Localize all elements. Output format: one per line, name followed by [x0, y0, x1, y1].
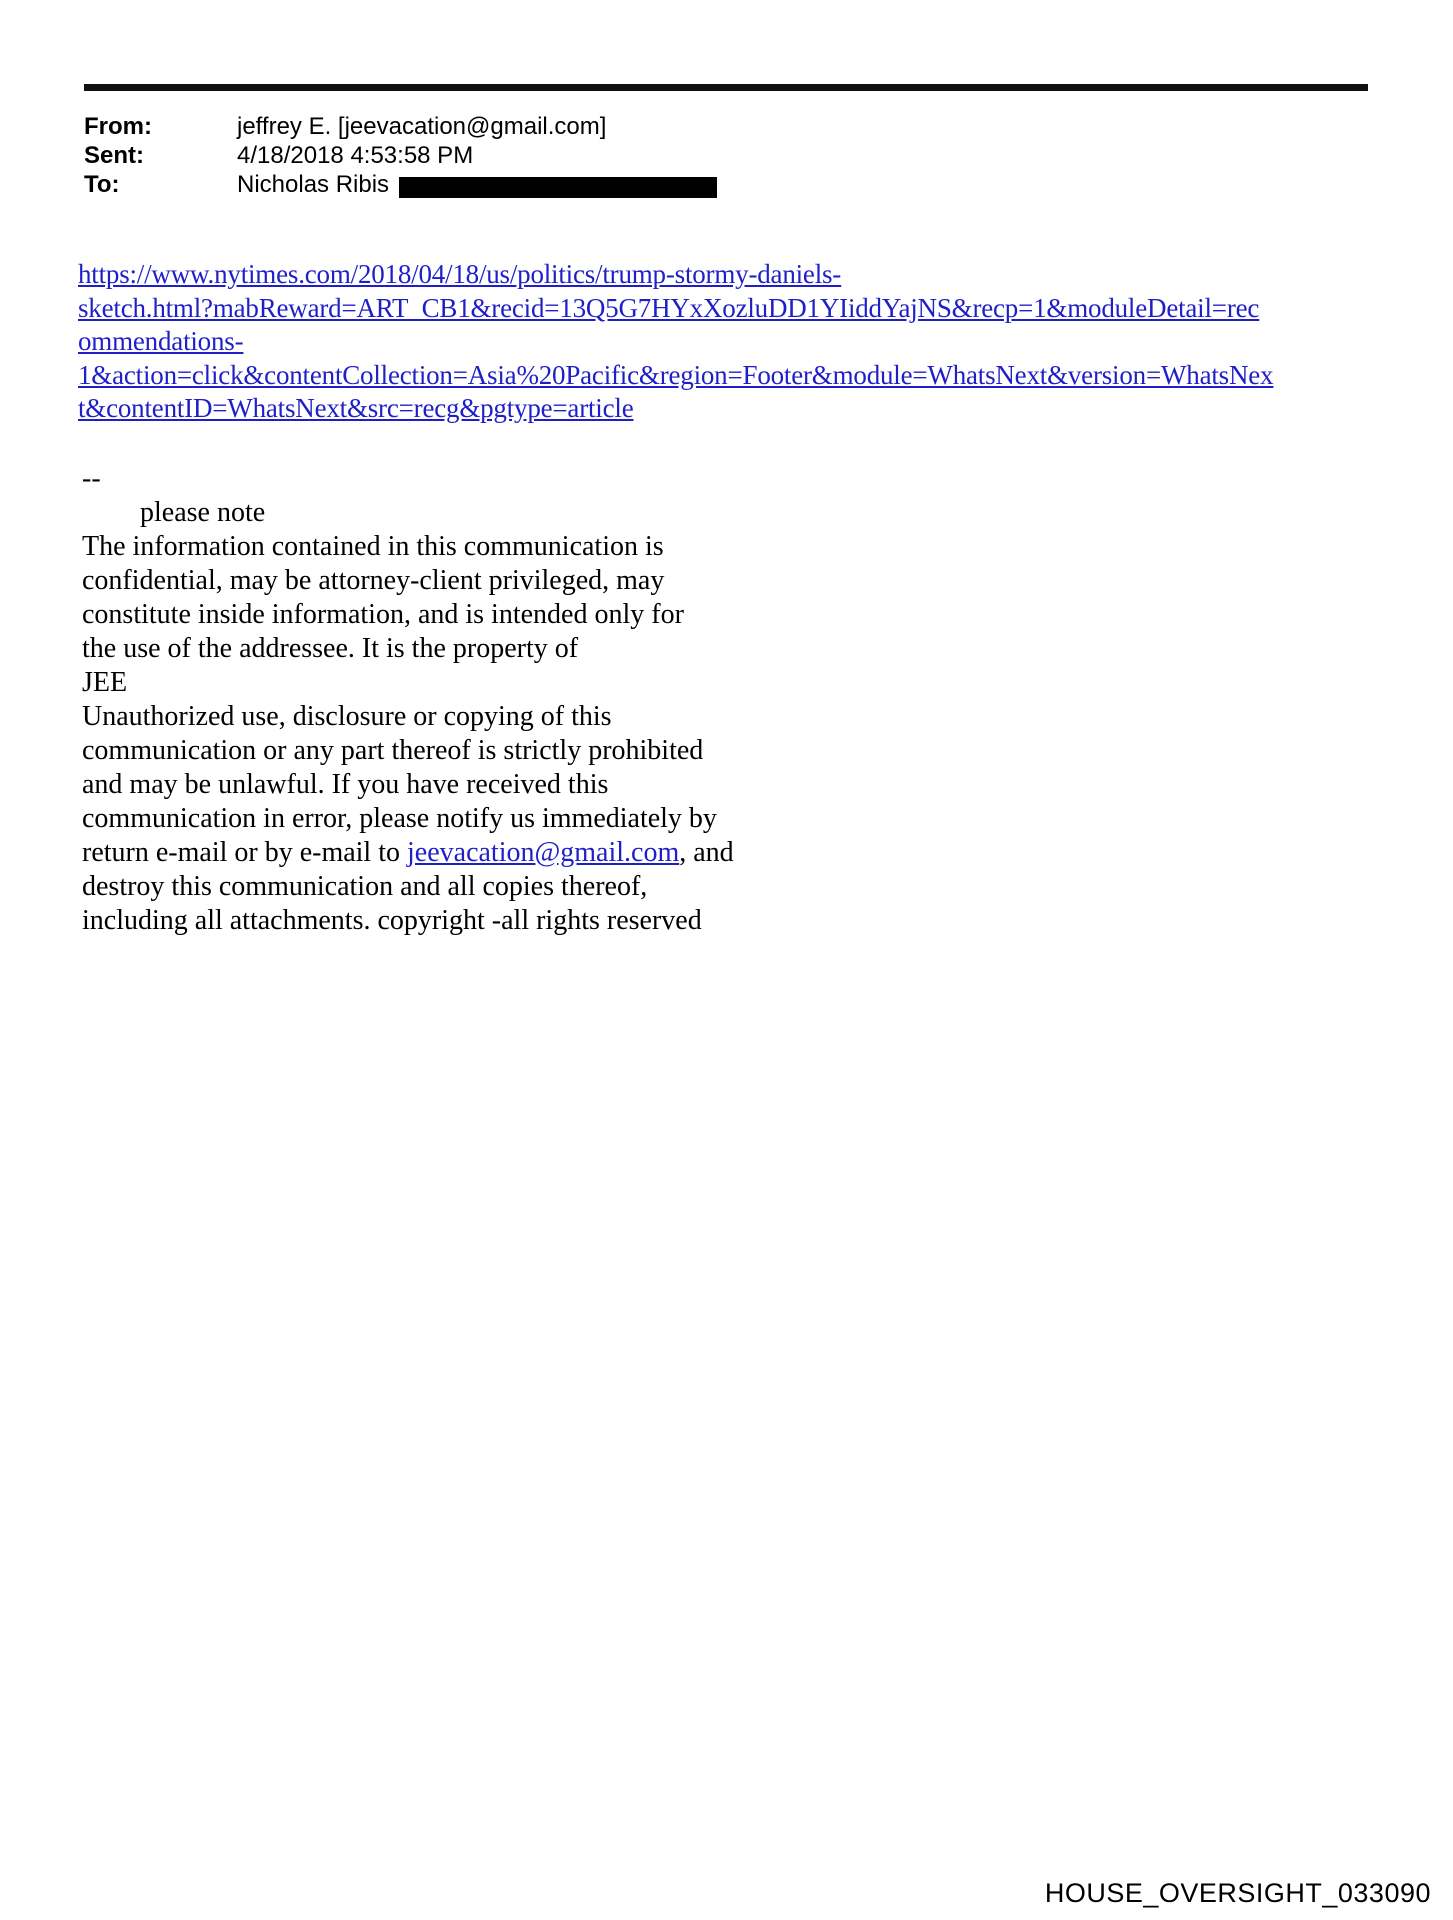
from-value: jeffrey E. [jeevacation@gmail.com] — [237, 113, 607, 140]
sent-value: 4/18/2018 4:53:58 PM — [237, 142, 474, 169]
article-link-line[interactable]: t&contentID=WhatsNext&src=recg&pgtype=article — [78, 393, 634, 423]
disclaimer-line: including all attachments. copyright -all rights reserved — [82, 905, 702, 936]
disclaimer-email-line — [82, 836, 734, 870]
disclaimer-line: confidential, may be attorney-client privileged, may — [82, 565, 665, 596]
disclaimer-line: communication or any part thereof is strictly prohibited — [82, 735, 704, 766]
disclaimer-line: Unauthorized use, disclosure or copying of this — [82, 701, 612, 732]
header-row-from — [84, 112, 717, 141]
article-link-line[interactable]: 1&action=click&contentCollection=Asia%20Pacific&region=Footer&module=WhatsNext&version=WhatsNex — [78, 359, 1274, 390]
signature-email-link[interactable]: jeevacation@gmail.com — [407, 837, 680, 868]
email-line-prefix: return e-mail or by e-mail to — [82, 837, 407, 868]
from-label: From: — [84, 113, 152, 140]
to-value — [237, 170, 717, 199]
article-link-line[interactable]: sketch.html?mabReward=ART_CB1&recid=13Q5G7HYxXozluDD1YIiddYajNS&recp=1&moduleDetail=rec — [78, 292, 1260, 323]
to-label: To: — [84, 171, 120, 198]
disclaimer-line: The information contained in this communication is — [82, 531, 664, 562]
bates-number: HOUSE_OVERSIGHT_033090 — [1044, 1878, 1431, 1908]
email-headers — [84, 112, 717, 199]
email-line-suffix: , and — [679, 837, 734, 868]
signature-block — [82, 462, 734, 938]
nytimes-article-link[interactable] — [78, 258, 1273, 426]
disclaimer-line: destroy this communication and all copies thereof, — [82, 871, 648, 902]
disclaimer-line: the use of the addressee. It is the property of — [82, 633, 579, 664]
disclaimer-line: constitute inside information, and is intended only for — [82, 599, 684, 630]
disclaimer-line: communication in error, please notify us immediately by — [82, 803, 717, 834]
article-link-line[interactable]: https://www.nytimes.com/2018/04/18/us/politics/trump-stormy-daniels- — [78, 259, 842, 289]
article-link-block — [78, 258, 1273, 426]
signature-note: please note — [140, 497, 266, 528]
header-row-to — [84, 170, 717, 199]
article-link-line[interactable]: ommendations- — [78, 326, 244, 356]
header-row-sent — [84, 141, 717, 170]
disclaimer-line: JEE — [82, 667, 128, 698]
header-divider — [84, 84, 1368, 91]
sent-label: Sent: — [84, 142, 144, 169]
redaction-bar — [399, 177, 717, 198]
signature-separator: -- — [82, 463, 101, 494]
to-recipient-name: Nicholas Ribis — [237, 171, 390, 198]
disclaimer-line: and may be unlawful. If you have received this — [82, 769, 609, 800]
